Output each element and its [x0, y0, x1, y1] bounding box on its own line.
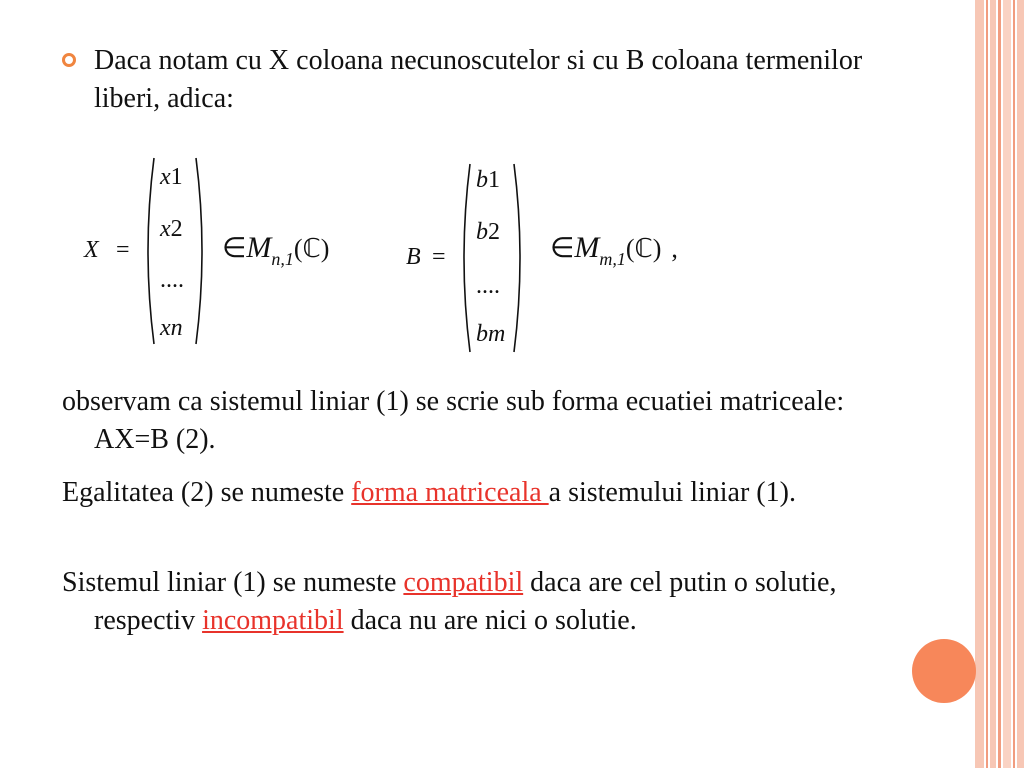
para3-after: a sistemului liniar (1). [548, 477, 796, 508]
border-stripe [975, 0, 984, 768]
paragraph-compatibility [62, 564, 924, 640]
bullet-text-1: Daca notam cu X coloana necunoscutelor si cu B coloana termenilor liberi, adica: [94, 45, 863, 114]
border-stripe [990, 0, 996, 768]
border-stripe [1017, 0, 1024, 768]
x-membership: $\in M_{n,1}(ℂ)$ [222, 231, 330, 269]
b-membership: $\in M_{m,1}(ℂ)$ , [550, 231, 678, 269]
b-entry-1: b1 [476, 167, 500, 193]
border-stripe [998, 0, 1001, 768]
link-incompatibil[interactable]: incompatibil [202, 605, 344, 636]
x-equals: = [116, 237, 130, 263]
x-entry-n: xn [160, 315, 183, 341]
paragraph-matrix-equation: observam ca sistemul liniar (1) se scrie sub forma ecuatiei matriceale: AX=B (2). [62, 386, 845, 455]
para4-after: daca nu are nici o solutie. [343, 605, 637, 636]
x-entry-2: x2 [160, 216, 183, 242]
border-stripe [986, 0, 988, 768]
b-equals: = [432, 244, 446, 270]
b-entry-dots: .... [476, 273, 500, 299]
paragraph-matrix-form [62, 474, 924, 512]
right-paren [512, 162, 528, 354]
right-paren [194, 156, 210, 346]
b-entry-m: bm [476, 321, 506, 347]
b-label: B [406, 244, 421, 270]
left-paren [140, 156, 156, 346]
x-label: X [84, 237, 99, 263]
border-stripe [1013, 0, 1015, 768]
para4-before: Sistemul liniar (1) se numeste [62, 567, 404, 598]
border-stripe [1003, 0, 1011, 768]
x-entry-dots: .... [160, 267, 184, 293]
link-forma-matriceala[interactable]: forma matriceala [351, 477, 549, 508]
decorative-circle [912, 639, 976, 703]
x-entry-1: x1 [160, 164, 183, 190]
link-compatibil[interactable]: compatibil [403, 567, 524, 598]
left-paren [456, 162, 472, 354]
para3-before: Egalitatea (2) se numeste [62, 477, 352, 508]
b-entry-2: b2 [476, 219, 500, 245]
bullet-ring-icon [62, 53, 76, 67]
para4-middle: daca are cel putin o solutie, respectiv [94, 567, 837, 636]
